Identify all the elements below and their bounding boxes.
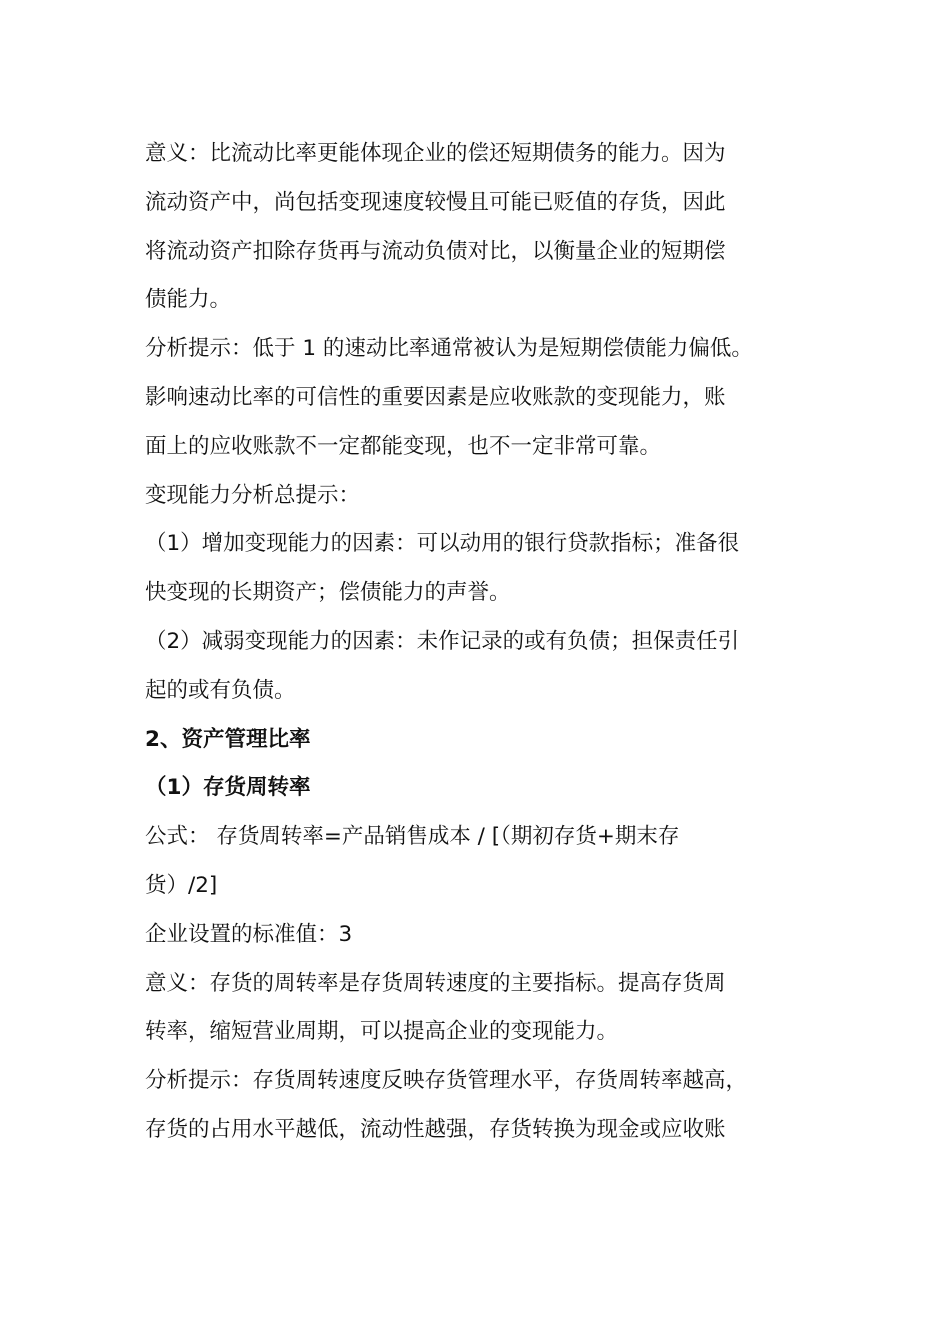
paragraph-line: 意义：存货的周转率是存货周转速度的主要指标。提高存货周 (145, 970, 726, 996)
section-heading: 2、资产管理比率 (145, 726, 311, 752)
paragraph-line: 流动资产中，尚包括变现速度较慢且可能已贬值的存货，因此 (145, 189, 726, 215)
paragraph-line: 债能力。 (145, 287, 232, 313)
paragraph-line: 分析提示：存货周转速度反映存货管理水平，存货周转率越高， (145, 1068, 748, 1094)
paragraph-line: 影响速动比率的可信性的重要因素是应收账款的变现能力，账 (145, 384, 726, 410)
formula-line: 公式： 存货周转率=产品销售成本 / [（期初存货+期末存 (145, 824, 680, 850)
paragraph-line: 变现能力分析总提示： (145, 482, 361, 508)
paragraph-line: 企业设置的标准值：3 (145, 921, 353, 947)
subsection-heading: （1）存货周转率 (145, 775, 311, 801)
paragraph-line: 将流动资产扣除存货再与流动负债对比，以衡量企业的短期偿 (145, 238, 726, 264)
paragraph-line: 转率，缩短营业周期，可以提高企业的变现能力。 (145, 1019, 619, 1045)
document-body (145, 130, 815, 1155)
paragraph-line: 存货的占用水平越低，流动性越强，存货转换为现金或应收账 (145, 1116, 726, 1142)
paragraph-line: 快变现的长期资产；偿债能力的声誉。 (145, 580, 511, 606)
paragraph-line: 起的或有负债。 (145, 677, 296, 703)
formula-line: 货）/2] (145, 872, 218, 898)
paragraph-line: 分析提示：低于 1 的速动比率通常被认为是短期偿债能力偏低。 (145, 336, 753, 362)
paragraph-line: 面上的应收账款不一定都能变现，也不一定非常可靠。 (145, 433, 662, 459)
paragraph-line: （2）减弱变现能力的因素：未作记录的或有负债；担保责任引 (145, 628, 740, 654)
paragraph-line: （1）增加变现能力的因素：可以动用的银行贷款指标；准备很 (145, 531, 740, 557)
paragraph-line: 意义：比流动比率更能体现企业的偿还短期债务的能力。因为 (145, 141, 726, 166)
